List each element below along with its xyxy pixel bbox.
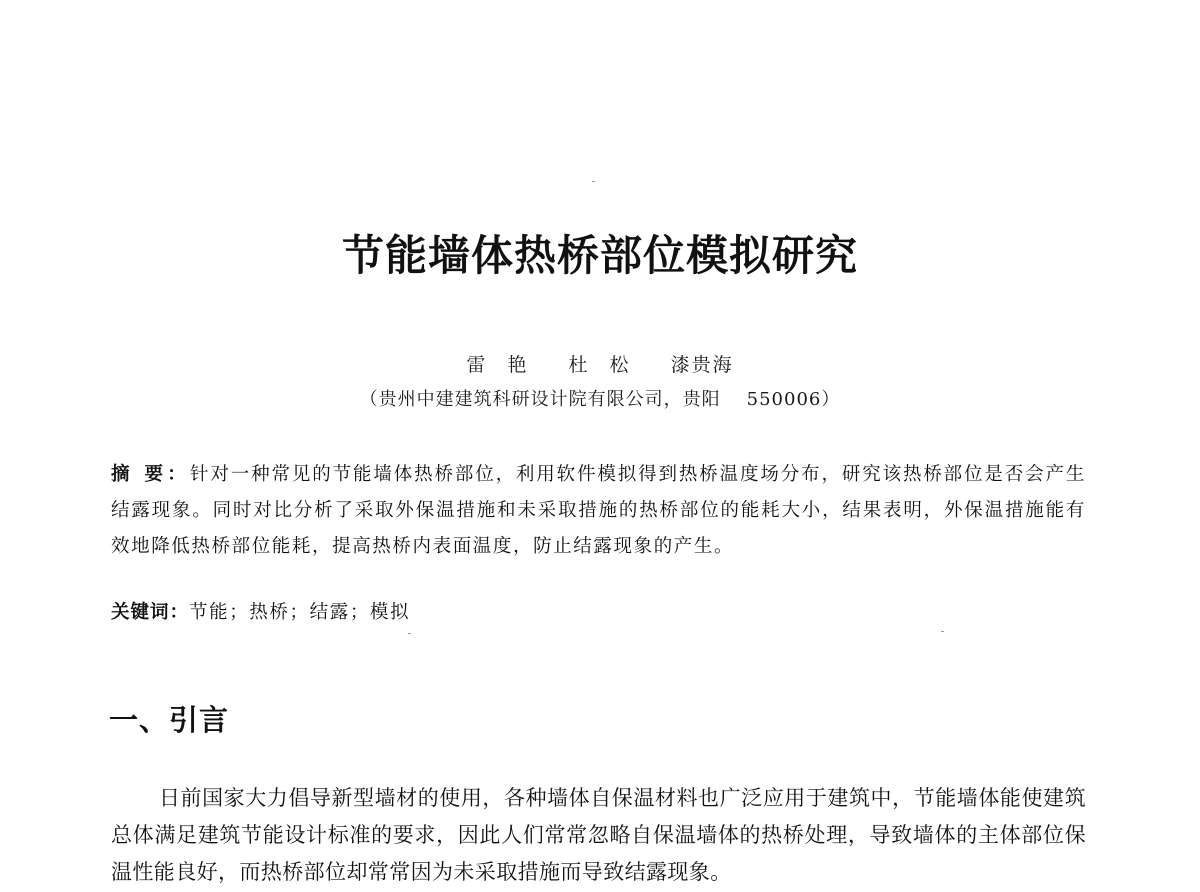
scan-speck xyxy=(592,181,595,182)
keywords-text: 节能；热桥；结露；模拟 xyxy=(189,602,411,623)
affiliation-postcode: 550006） xyxy=(746,389,841,410)
abstract-label: 摘 要： xyxy=(111,464,191,485)
author-list xyxy=(0,352,1200,378)
scan-speck xyxy=(408,633,411,634)
abstract-text: 针对一种常见的节能墙体热桥部位，利用软件模拟得到热桥温度场分布，研究该热桥部位是否会产生结露现象。同时对比分析了采取外保温措施和未采取措施的热桥部位的能耗大小，结果表明，外保温措施能有效地降低热桥部位能耗，提高热桥内表面温度，防止结露现象的产生。 xyxy=(111,464,1086,557)
author-name: 杜 松 xyxy=(568,354,637,376)
body-paragraph: 日前国家大力倡导新型墙材的使用，各种墙体自保温材料也广泛应用于建筑中，节能墙体能使建筑总体满足建筑节能设计标准的要求，因此人们常常忽略自保温墙体的热桥处理，导致墙体的主体部位保温性能良好，而热桥部位却常常因为未采取措施而导致结露现象。 xyxy=(111,786,1086,884)
author-name: 雷 艳 xyxy=(466,354,535,376)
section-heading: 一、引言 xyxy=(109,703,230,737)
abstract xyxy=(111,457,1086,565)
keywords xyxy=(111,597,1086,629)
author-name: 漆贵海 xyxy=(670,354,734,376)
affiliation xyxy=(0,387,1200,413)
affiliation-institution: （贵州中建建筑科研设计院有限公司，贵阳 xyxy=(359,389,721,410)
keywords-label: 关键词： xyxy=(111,602,190,623)
paper-title: 节能墙体热桥部位模拟研究 xyxy=(341,231,858,280)
scan-speck xyxy=(941,631,944,632)
